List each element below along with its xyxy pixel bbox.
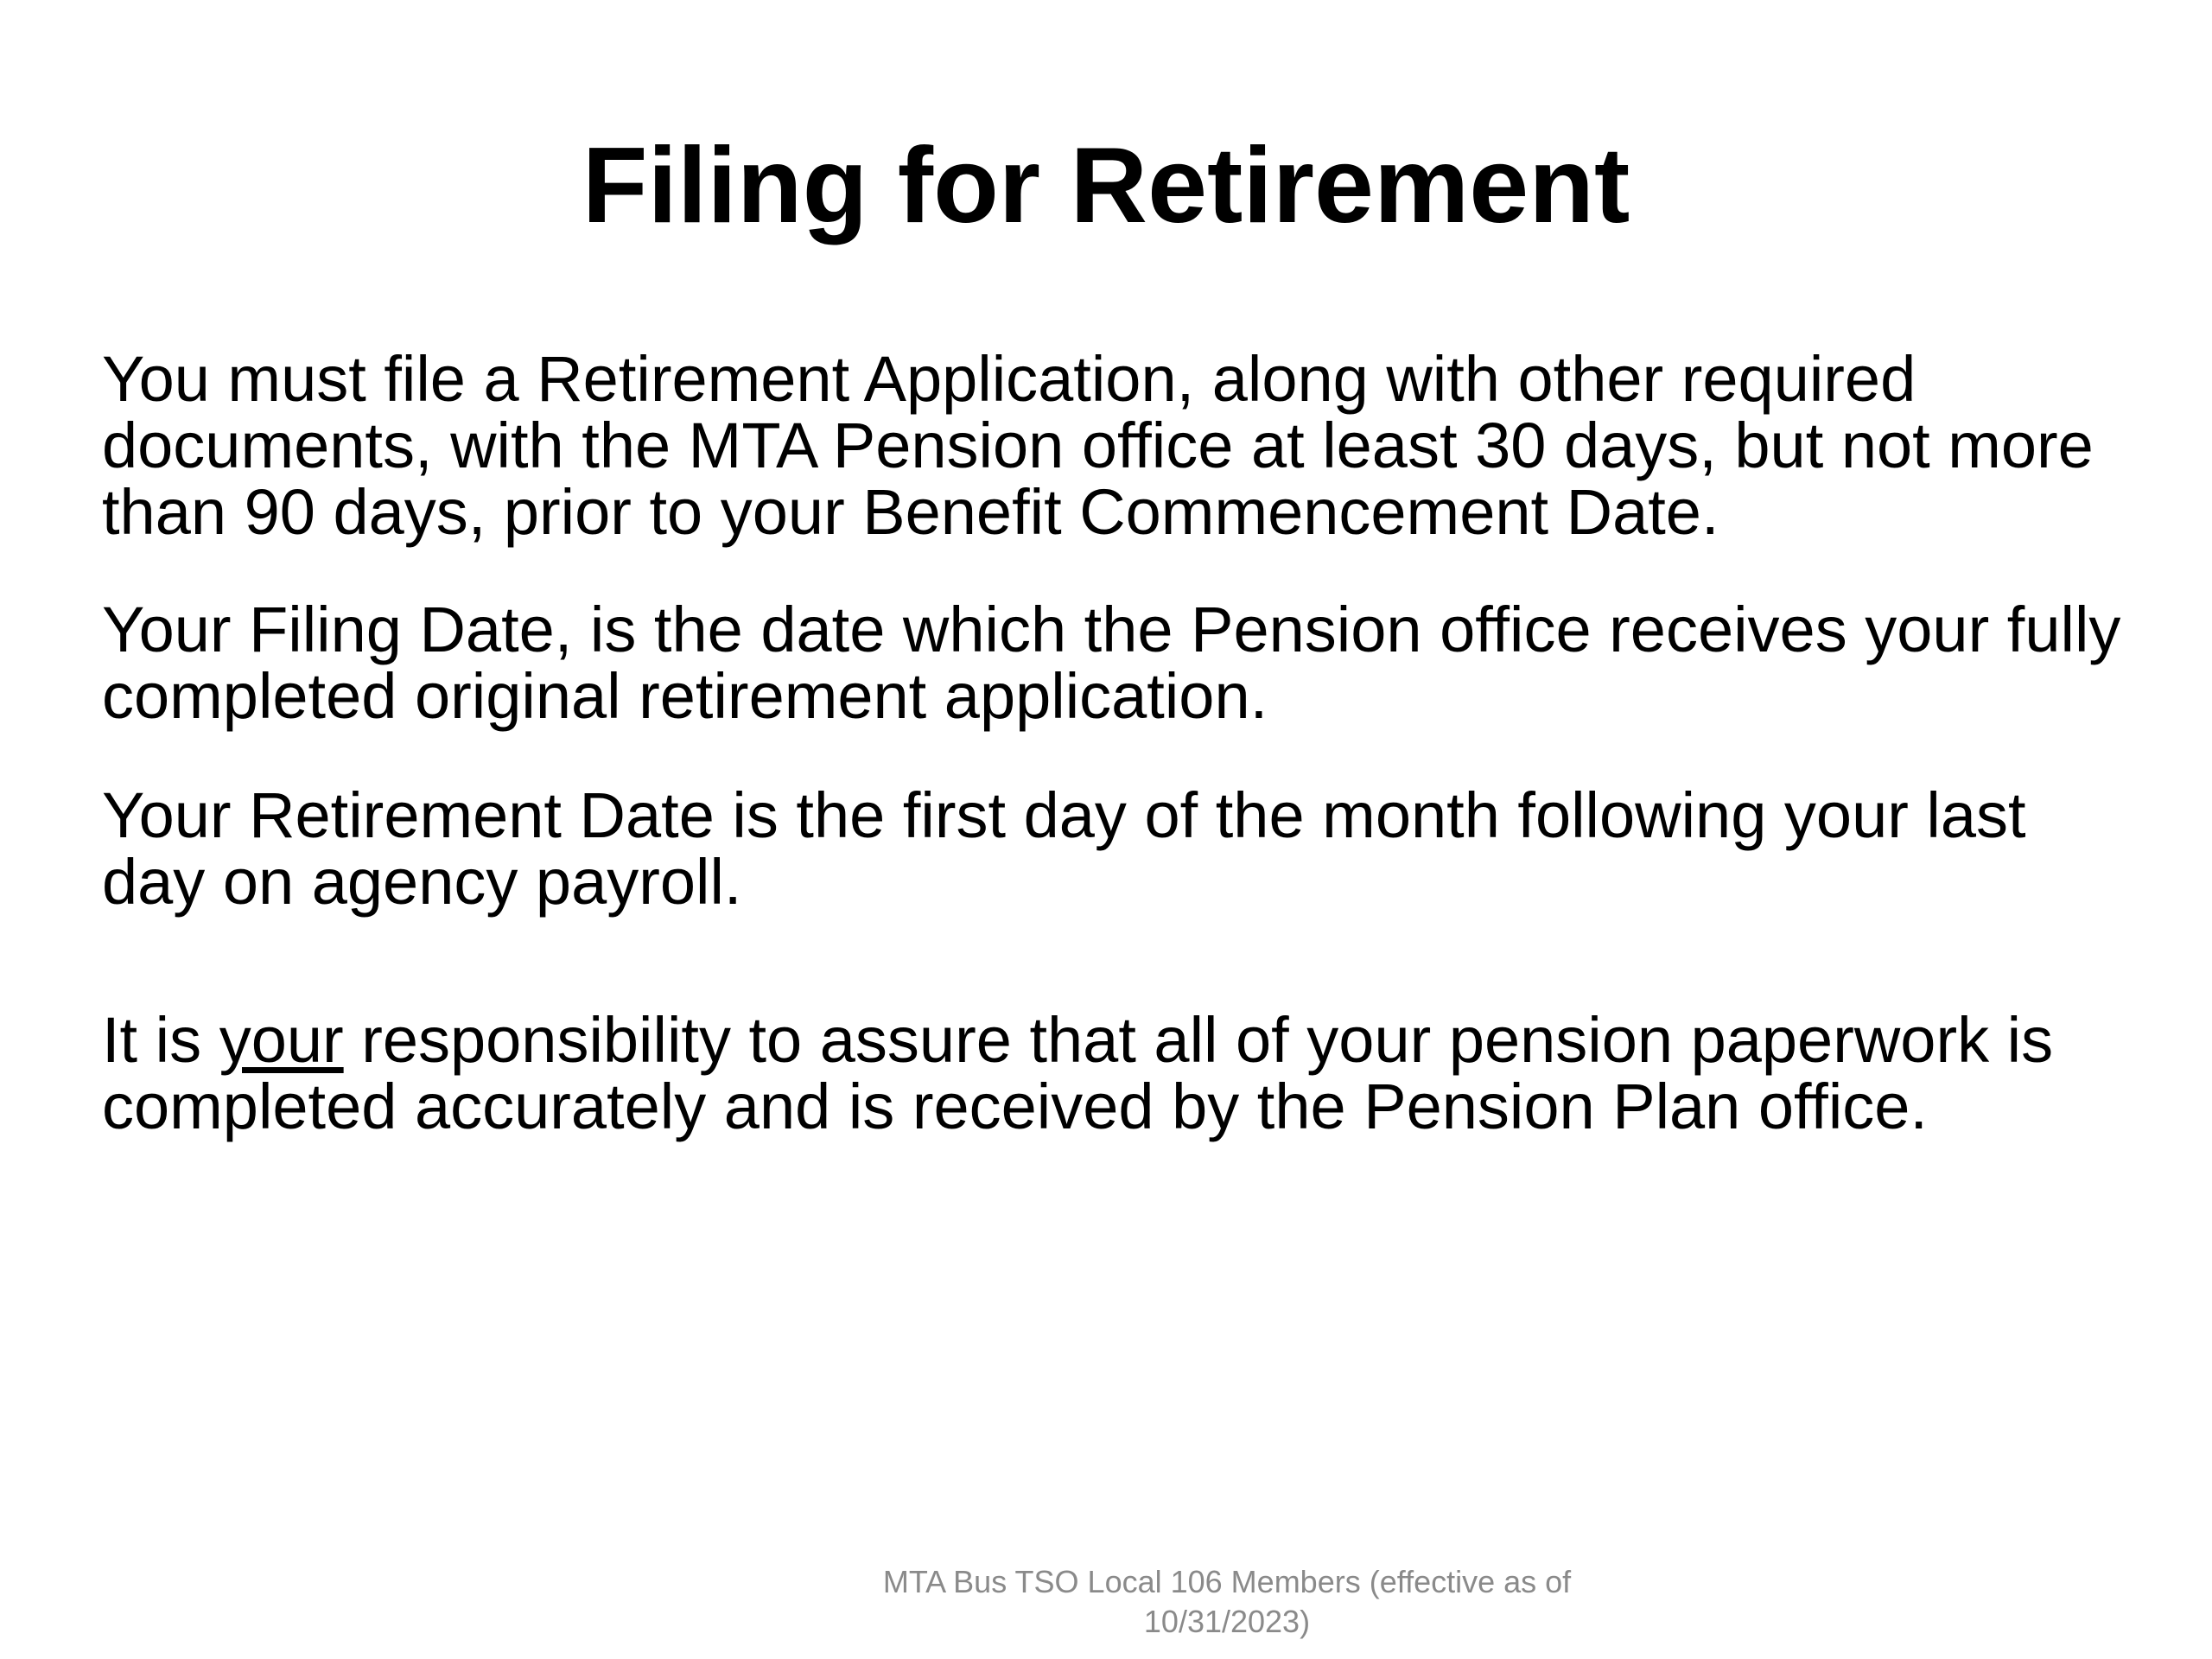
footer-line-1: MTA Bus TSO Local 106 Members (effective as of [882,1564,1572,1599]
responsibility-lead: It is [102,1004,219,1076]
footer-line-2: 10/31/2023) [1143,1604,1311,1639]
paragraph-filing-date: Your Filing Date, is the date which the Pension office receives your fully completed original retirement application. [102,594,2121,732]
responsibility-rest: responsibility to assure that all of your pension paperwork is completed accurately and is received by the Pension Plan office. [102,1004,2054,1142]
paragraph-responsibility [102,1004,2124,1142]
paragraph-application-filing: You must file a Retirement Application, along with other required documents, with the MTA Pension office at least 30 days, but not more than 90 days, prior to your Benefit Commencement Date. [102,343,2094,548]
responsibility-emphasis: your [219,1004,344,1076]
paragraph-retirement-date: Your Retirement Date is the first day of the month following your last day on agency payroll. [102,779,2026,918]
slide-title: Filing for Retirement [582,126,1630,245]
slide-footer [795,1562,1659,1642]
